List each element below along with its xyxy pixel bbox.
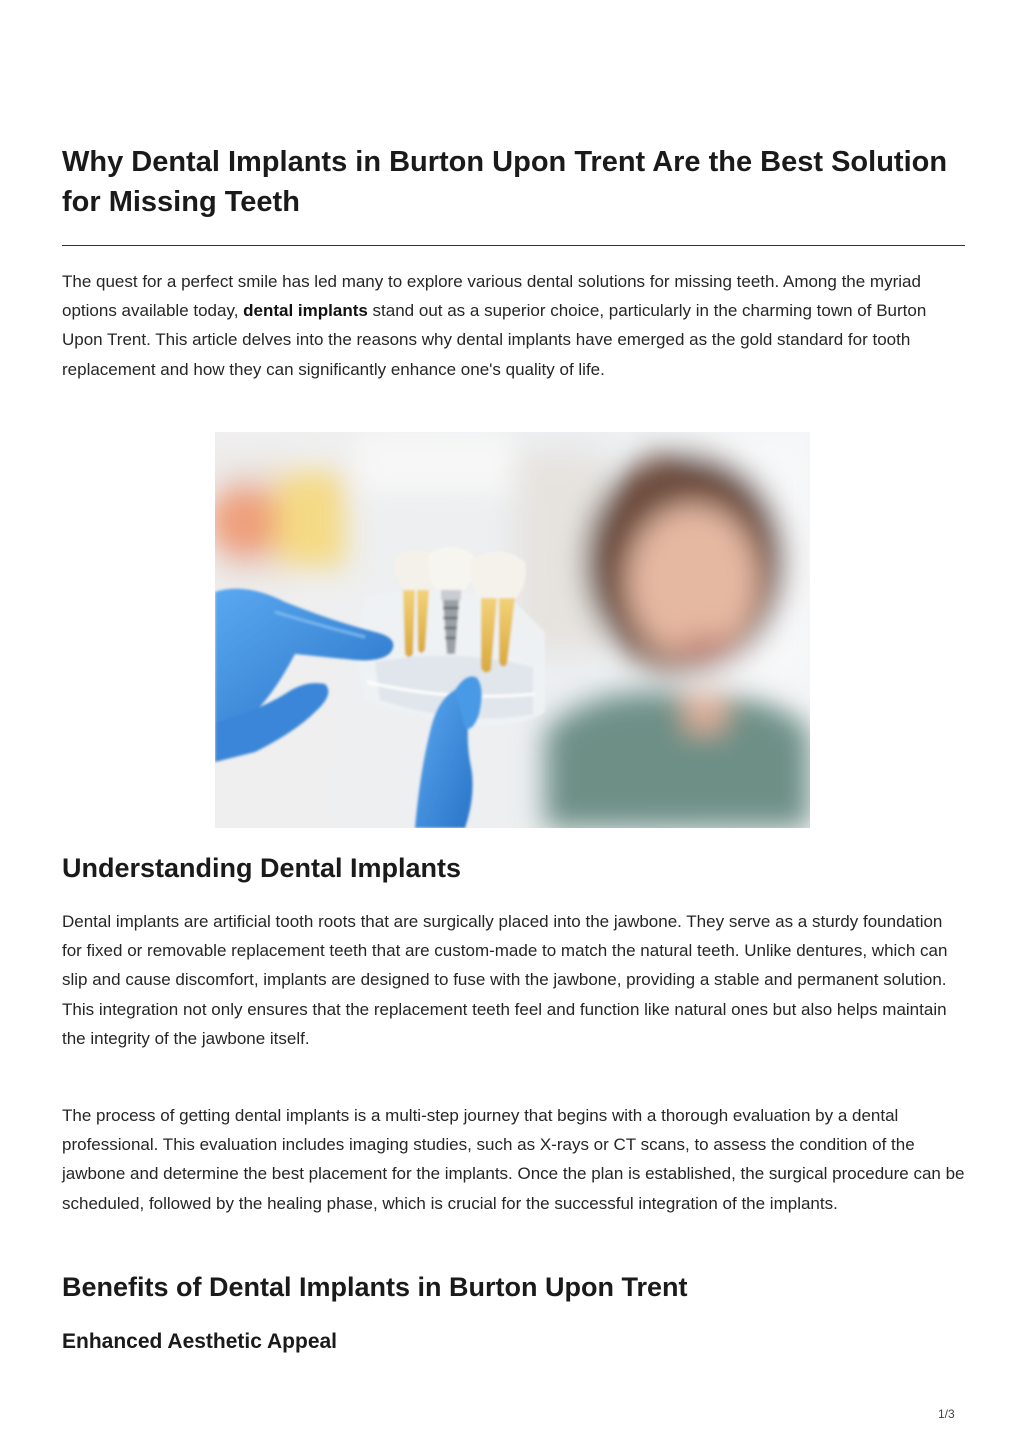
subheading-aesthetic-appeal: Enhanced Aesthetic Appeal (62, 1330, 338, 1353)
section-heading-benefits: Benefits of Dental Implants in Burton Upon Trent (62, 1272, 688, 1302)
page-number: 1/3 (938, 1407, 955, 1421)
intro-text-end: stand out as a superior choice, particularly in the charming town of Burton Upon Trent. This article delves into the reasons why dental implants have emerged as the gold standard for tooth replacement and how they can significantly enhance one's quality of life. (62, 301, 927, 379)
article-title: Why Dental Implants in Burton Upon Trent Are the Best Solution for Missing Teeth (62, 146, 948, 218)
intro-text-start: The quest for a perfect smile has led many to explore various dental solutions for missing teeth. Among the myriad options available today, (62, 272, 921, 321)
intro-keyword-link[interactable]: dental implants (243, 301, 368, 321)
section1-paragraph-1: Dental implants are artificial tooth roots that are surgically placed into the jawbone. They serve as a sturdy foundation for fixed or removable replacement teeth that are custom-made to match the natural teeth. Unlike dentures, which can slip and cause discomfort, implants are designed to fuse with the jawbone, providing a stable and permanent solution. This integration not only ensures that the replacement teeth feel and function like natural ones but also helps maintain the integrity of the jawbone itself. (62, 912, 948, 1048)
intro-paragraph (62, 267, 965, 384)
section1-paragraph-2: The process of getting dental implants is a multi-step journey that begins with a thorough evaluation by a dental professional. This evaluation includes imaging studies, such as X-rays or CT scans, to assess the condition of the jawbone and determine the best placement for the implants. Once the plan is established, the surgical procedure can be scheduled, followed by the healing phase, which is crucial for the successful integration of the implants. (62, 1106, 965, 1213)
section-heading-understanding: Understanding Dental Implants (62, 853, 462, 883)
title-divider (62, 245, 965, 246)
dental-implant-photo (215, 432, 810, 828)
